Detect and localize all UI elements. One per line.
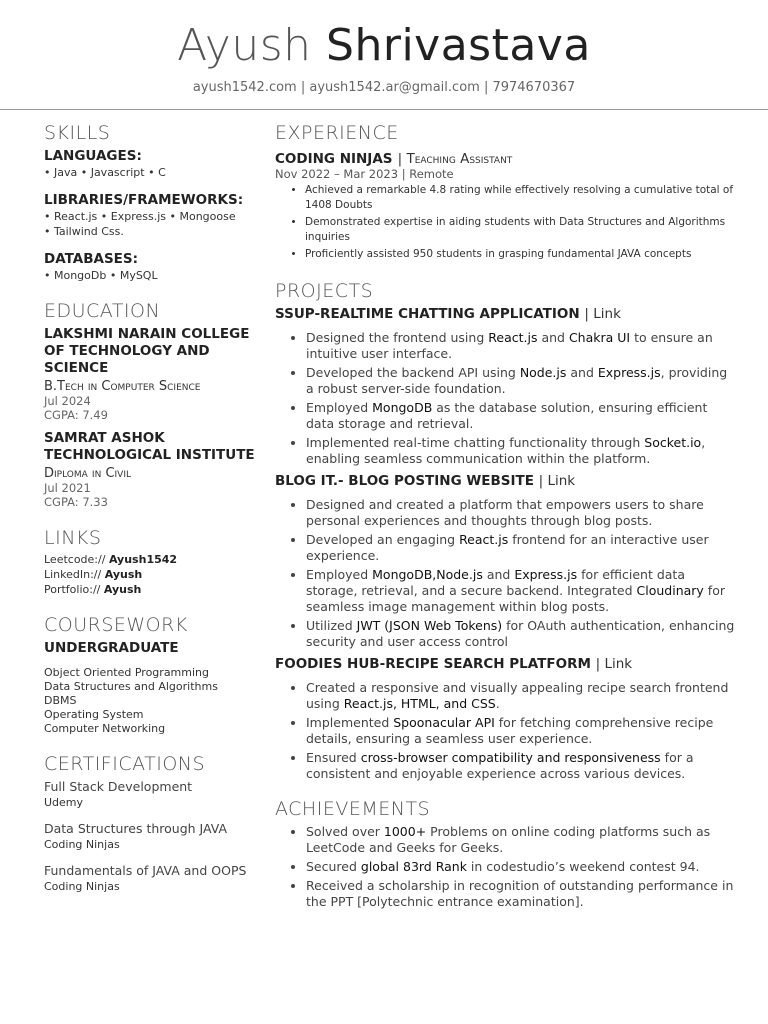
right-column — [275, 120, 735, 913]
link-value: Ayush1542 — [108, 553, 178, 566]
first-name: Ayush — [177, 20, 312, 71]
frameworks-line-1: • React.js • Express.js • Mongoose — [44, 210, 236, 223]
link-linkedin[interactable] — [44, 568, 264, 581]
course-item: Operating System — [44, 708, 144, 721]
project-bullet: • Created a responsive and visually appealing recipe search frontend using React.js, HTML, and CSS. — [306, 680, 735, 712]
education-section — [44, 300, 264, 509]
project-bullet: • Implemented Spoonacular API for fetching comprehensive recipe details, ensuring a seamless user experience. — [306, 715, 735, 747]
experience-section — [275, 122, 735, 262]
achievement-bullets — [275, 824, 735, 910]
section-title-links: LINKS — [44, 527, 102, 549]
certification-name: Full Stack Development — [44, 779, 193, 794]
project-link[interactable]: | Link — [584, 306, 621, 322]
certifications-section — [44, 753, 264, 893]
experience-bullet: • Achieved a remarkable 4.8 rating while effectively resolving a cumulative total of 1408 Doubts — [305, 183, 735, 213]
job-role: | Teaching Assistant — [397, 151, 513, 167]
section-title-education: EDUCATION — [44, 300, 161, 322]
header-divider — [0, 109, 768, 110]
education-date: Jul 2021 — [44, 481, 91, 495]
link-label: Portfolio:// — [44, 583, 101, 596]
coursework-section — [44, 614, 264, 735]
course-item: Data Structures and Algorithms — [44, 680, 218, 693]
project-title — [275, 656, 735, 672]
certification-name: Fundamentals of JAVA and OOPS — [44, 863, 247, 878]
achievement-bullet: • Received a scholarship in recognition of outstanding performance in the PPT [Polytechnic entrance examination]. — [306, 878, 735, 910]
degree: B.Tech in Computer Science — [44, 379, 201, 394]
project-bullet: • Designed and created a platform that empowers users to share personal experiences and thoughts through blog posts. — [306, 497, 735, 529]
project-name: SSUP-REALTIME CHATTING APPLICATION — [275, 306, 580, 322]
project-bullets — [275, 330, 735, 467]
education-grade: CGPA: 7.33 — [44, 495, 108, 509]
project-name: FOODIES HUB-RECIPE SEARCH PLATFORM — [275, 656, 591, 672]
left-column — [44, 120, 264, 905]
degree: Diploma in Civil — [44, 466, 131, 481]
contact-line: ayush1542.com | ayush1542.ar@gmail.com | 7974670367 — [192, 80, 576, 95]
certification-issuer: Udemy — [44, 796, 84, 809]
skills-section — [44, 122, 264, 282]
experience-date: Nov 2022 – Mar 2023 | Remote — [275, 167, 454, 181]
projects-section — [275, 280, 735, 782]
project-bullet: • Employed MongoDB as the database solution, ensuring efficient data storage and retrieval. — [306, 400, 735, 432]
databases-list: • MongoDb • MySQL — [44, 269, 158, 282]
section-title-projects: PROJECTS — [275, 280, 374, 302]
languages-label: LANGUAGES: — [44, 148, 142, 164]
languages-list: • Java • Javascript • C — [44, 166, 166, 179]
link-leetcode[interactable] — [44, 553, 264, 566]
experience-bullets — [275, 183, 735, 262]
link-label: LinkedIn:// — [44, 568, 102, 581]
frameworks-label: LIBRARIES/FRAMEWORKS: — [44, 192, 244, 208]
last-name: Shrivastava — [326, 20, 591, 71]
section-title-coursework: COURSEWORK — [44, 614, 188, 636]
link-portfolio[interactable] — [44, 583, 264, 596]
project-bullet: • Implemented real-time chatting functionality through Socket.io, enabling seamless communication within the platform. — [306, 435, 735, 467]
link-value: Ayush — [103, 583, 142, 596]
project-name: BLOG IT.- BLOG POSTING WEBSITE — [275, 473, 534, 489]
link-label: Leetcode:// — [44, 553, 106, 566]
course-item: DBMS — [44, 694, 77, 707]
course-item: Computer Networking — [44, 722, 166, 735]
link-value: Ayush — [104, 568, 143, 581]
project-bullet: • Employed MongoDB,Node.js and Express.js for efficient data storage, retrieval, and a secure backend. Integrated Cloudinary for seamless image management within blog posts. — [306, 567, 735, 615]
project-bullet: • Utilized JWT (JSON Web Tokens) for OAuth authentication, enhancing security and user access control — [306, 618, 735, 650]
project-bullet: • Designed the frontend using React.js and Chakra UI to ensure an intuitive user interface. — [306, 330, 735, 362]
certification-name: Data Structures through JAVA — [44, 821, 228, 836]
achievement-bullet: • Secured global 83rd Rank in codestudio’s weekend contest 94. — [306, 859, 735, 875]
achievement-bullet: • Solved over 1000+ Problems on online coding platforms such as LeetCode and Geeks for Geeks. — [306, 824, 735, 856]
section-title-skills: SKILLS — [44, 122, 111, 144]
project-bullet: • Developed the backend API using Node.js and Express.js, providing a robust server-side foundation. — [306, 365, 735, 397]
project-bullet: • Ensured cross-browser compatibility and responsiveness for a consistent and enjoyable experience across various devices. — [306, 750, 735, 782]
links-section — [44, 527, 264, 596]
company-name: CODING NINJAS — [275, 151, 393, 167]
resume-header — [0, 0, 768, 95]
certification-issuer: Coding Ninjas — [44, 838, 120, 851]
school-name: SAMRAT ASHOK TECHNOLOGICAL INSTITUTE — [44, 430, 255, 463]
course-item: Object Oriented Programming — [44, 666, 209, 679]
project-link[interactable]: | Link — [538, 473, 576, 489]
section-title-experience: EXPERIENCE — [275, 122, 399, 144]
databases-label: DATABASES: — [44, 251, 139, 267]
experience-bullet: • Proficiently assisted 950 students in grasping fundamental JAVA concepts — [305, 247, 735, 262]
achievements-section — [275, 798, 735, 910]
project-title — [275, 473, 735, 489]
candidate-name — [0, 20, 768, 72]
section-title-achievements: ACHIEVEMENTS — [275, 798, 431, 820]
project-bullet: • Developed an engaging React.js frontend for an interactive user experience. — [306, 532, 735, 564]
certification-issuer: Coding Ninjas — [44, 880, 120, 893]
frameworks-line-2: • Tailwind Css. — [44, 225, 124, 238]
coursework-level: UNDERGRADUATE — [44, 640, 179, 656]
project-bullets — [275, 497, 735, 650]
experience-header — [275, 148, 735, 167]
school-name: LAKSHMI NARAIN COLLEGE OF TECHNOLOGY AND SCIENCE — [44, 326, 250, 376]
section-title-certifications: CERTIFICATIONS — [44, 753, 206, 775]
experience-bullet: • Demonstrated expertise in aiding students with Data Structures and Algorithms inquiries — [305, 215, 735, 245]
education-date: Jul 2024 — [44, 394, 91, 408]
project-link[interactable]: | Link — [595, 656, 633, 672]
education-grade: CGPA: 7.49 — [44, 408, 108, 422]
project-bullets — [275, 680, 735, 782]
project-title — [275, 306, 735, 322]
